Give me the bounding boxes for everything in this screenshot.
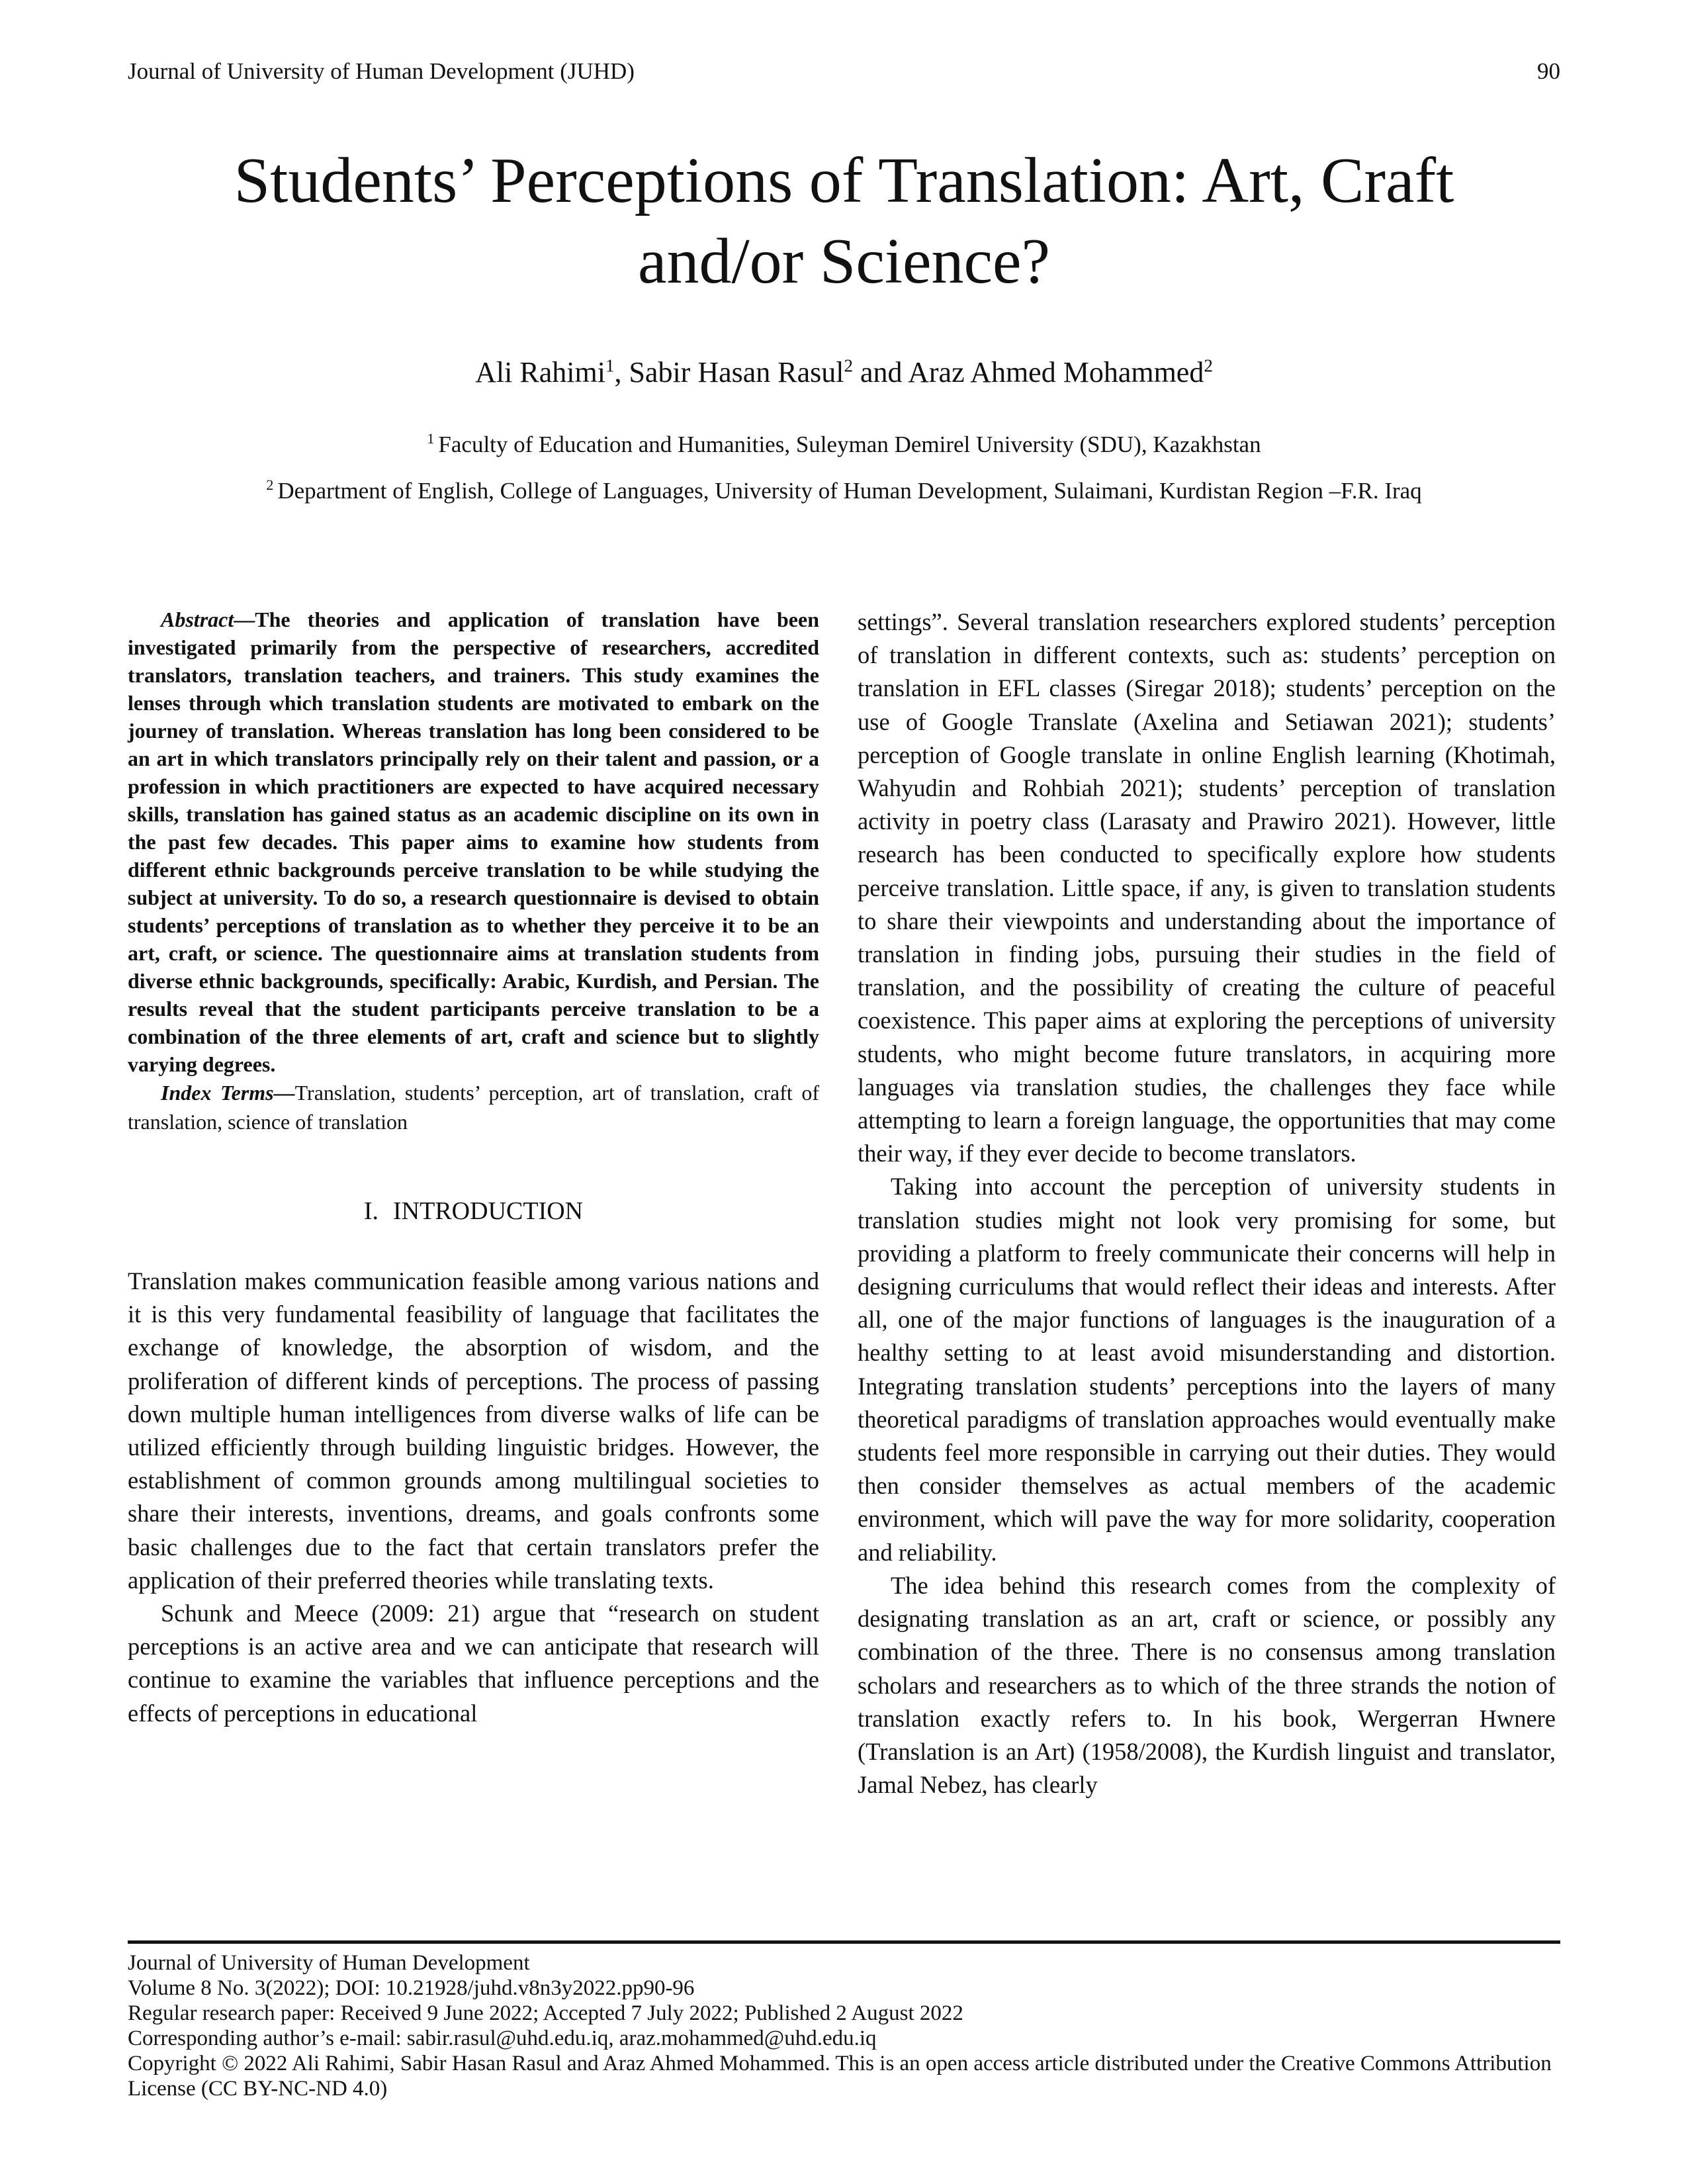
body-paragraph: settings”. Several translation researchers explored students’ perception of translation in different contexts, such as: students’ perception on translation in EFL classes (Siregar 2018); students’ perception on the use of Google Translate (Axelina and Setiawan 2021); students’ perception of Google translate in online English learning (Khotimah, Wahyudin and Rohbiah 2021); students’ perception of translation activity in poetry class (Larasaty and Prawiro 2021). However, little research has been conducted to specifically explore how students perceive translation. Little space, if any, is given to translation students to share their viewpoints and understanding about the importance of translation in finding jobs, pursuing their studies in the field of translation, and the possibility of creating the culture of peaceful coexistence. This paper aims at exploring the perceptions of university students, who might become future translators, in acquiring more languages via translation studies, the challenges they face while attempting to learn a foreign language, the opportunities that may come their way, if they ever decide to become translators. — [858, 608, 1556, 1167]
abstract-label: Abstract — [161, 608, 234, 631]
abstract-text: The theories and application of translation have been investigated primarily from the perspective of researchers, accredited translators, translation teachers, and trainers. This study examines the lenses through which translation students are motivated to embark on the journey of translation. Whereas translation has long been considered to be an art in which translators principally rely on their talent and passion, or a profession in which practitioners are expected to have acquired necessary skills, translation has gained status as an academic discipline on its own in the past few decades. This paper aims to examine how students from different ethnic backgrounds perceive translation to be while studying the subject at university. To do so, a research questionnaire is devised to obtain students’ perceptions of translation as to whether they perceive it to be an art, craft, or science. The questionnaire aims at translation students from diverse ethnic backgrounds, specifically: Arabic, Kurdish, and Persian. The results reveal that the student participants perceive translation to be a combination of the three elements of art, craft and science but to slightly varying degrees. — [128, 608, 819, 1076]
abstract — [128, 606, 819, 1078]
index-terms-text: Translation, students’ perception, art of translation, craft of translation, science of translation — [128, 1081, 820, 1134]
affiliation — [199, 471, 1489, 511]
section-number: I. — [363, 1197, 379, 1225]
running-header — [128, 58, 1560, 87]
affiliation-mark: 2 — [266, 477, 274, 494]
body-paragraph: The idea behind this research comes from the complexity of designating translation as an art, craft or science, or possibly any combination of the three. There is no consensus among translation scholars and researchers as to which of the three strands the notion of translation exactly refers to. In his book, Wergerran Hwnere (Translation is an Art) (1958/2008), the Kurdish linguist and translator, Jamal Nebez, has clearly — [858, 1571, 1556, 1799]
footer-copyright: Copyright © 2022 Ali Rahimi, Sabir Hasan Rasul and Araz Ahmed Mohammed. This is an open access article distributed under the Creative Commons Attribution License (CC BY-NC-ND 4.0) — [128, 2052, 1552, 2101]
footer-dates: Regular research paper: Received 9 June 2022; Accepted 7 July 2022; Published 2 August 2022 — [128, 2001, 963, 2025]
left-column — [128, 606, 819, 1730]
footer-journal: Journal of University of Human Development — [128, 1951, 530, 1975]
running-header-journal: Journal of University of Human Development (JUHD) — [128, 58, 635, 84]
body-paragraph: Taking into account the perception of university students in translation studies might not look very promising for some, but providing a platform to freely communicate their concerns will help in designing curriculums that would reflect their ideas and interests. After all, one of the major functions of languages is the inauguration of a healthy setting to at least avoid misunderstanding and distortion. Integrating translation students’ perceptions into the layers of many theoretical paradigms of translation approaches would eventually make students feel more responsible in carrying out their duties. They would then consider themselves as actual members of the academic environment, which will pave the way for more solidarity, cooperation and reliability. — [858, 1173, 1556, 1566]
author-affiliation-mark: 2 — [1204, 355, 1213, 376]
author-name: Ali Rahimi — [475, 356, 605, 388]
section-heading — [128, 1195, 819, 1228]
author-affiliation-mark: 1 — [605, 355, 615, 376]
footer-divider — [128, 1940, 1560, 1944]
affiliation-mark: 1 — [427, 430, 435, 447]
footer-email: Corresponding author’s e-mail: sabir.rasul@uhd.edu.iq, araz.mohammed@uhd.edu.iq — [128, 2026, 877, 2050]
index-terms-label: Index Terms — [161, 1081, 274, 1105]
abstract-dash: — — [234, 608, 255, 631]
author-name: Sabir Hasan Rasul — [629, 356, 844, 388]
right-column — [858, 606, 1556, 1801]
affiliation — [199, 425, 1489, 465]
body-paragraph: Schunk and Meece (2009: 21) argue that “research on student perceptions is an active area and we can anticipate that research will continue to examine the variables that influence perceptions and the effects of perceptions in educational — [128, 1600, 819, 1727]
affiliation-text: Faculty of Education and Humanities, Suleyman Demirel University (SDU), Kazakhstan — [438, 432, 1261, 457]
footer-volume-doi: Volume 8 No. 3(2022); DOI: 10.21928/juhd.v8n3y2022.pp90-96 — [128, 1976, 695, 2000]
footer-notes — [128, 1950, 1560, 2101]
paper-title: Students’ Perceptions of Translation: Art, Craft and/or Science? — [234, 145, 1454, 297]
author-separator: , — [614, 356, 629, 388]
page-number: 90 — [1537, 58, 1560, 84]
index-terms-dash: — — [273, 1081, 295, 1105]
body-paragraph: Translation makes communication feasible among various nations and it is this very fundamental feasibility of language that facilitates the exchange of knowledge, the absorption of wisdom, and the proliferation of different kinds of perceptions. The process of passing down multiple human intelligences from diverse walks of life can be utilized efficiently through building linguistic bridges. However, the establishment of common grounds among multilingual societies to share their interests, inventions, dreams, and goals confronts some basic challenges due to the fact that certain translators prefer the application of their preferred theories while translating texts. — [128, 1267, 819, 1594]
author-separator: and — [853, 356, 909, 388]
author-list — [0, 353, 1688, 392]
index-terms — [128, 1078, 819, 1136]
affiliation-text: Department of English, College of Languages, University of Human Development, Sulaimani, Kurdistan Region –F.R. Iraq — [277, 478, 1422, 504]
section-title: INTRODUCTION — [393, 1197, 584, 1225]
author-name: Araz Ahmed Mohammed — [908, 356, 1204, 388]
author-affiliation-mark: 2 — [844, 355, 853, 376]
